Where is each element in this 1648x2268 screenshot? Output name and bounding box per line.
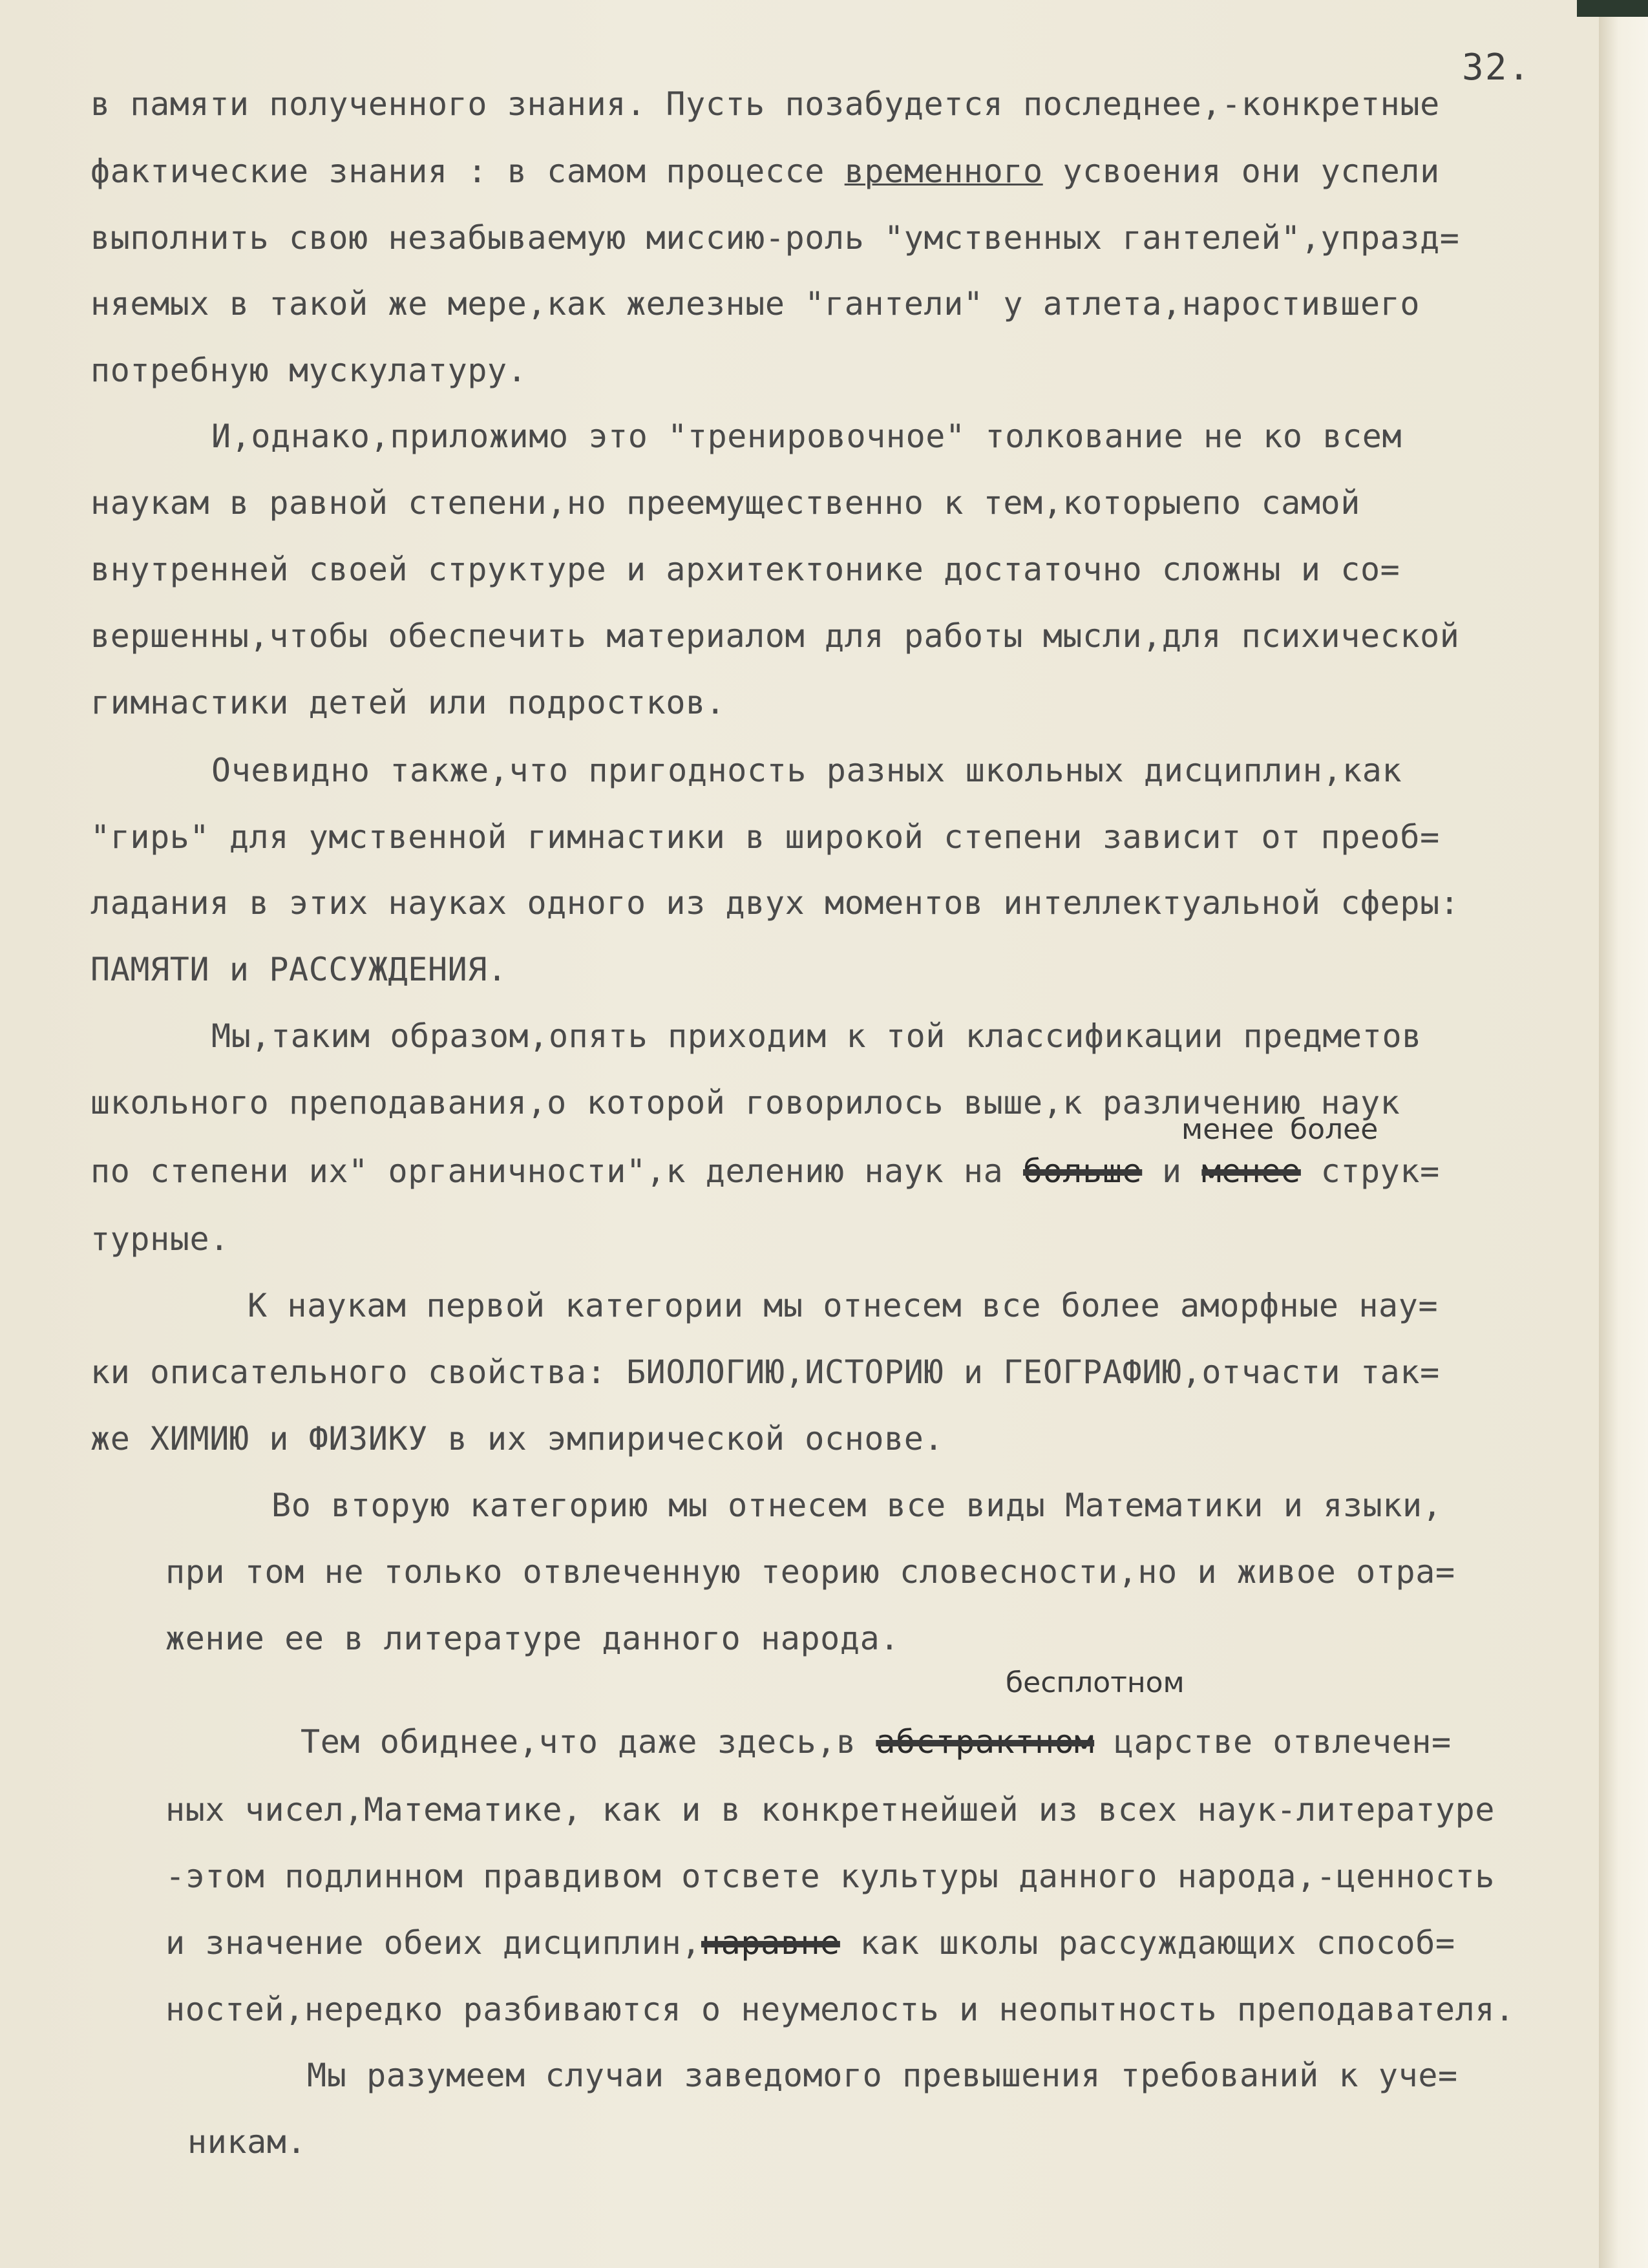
struck-word: больше: [1023, 1152, 1143, 1190]
text-line: турные.: [90, 1220, 229, 1258]
text-line: ки описательного свойства: БИОЛОГИЮ,ИСТОРИЮ и ГЕОГРАФИЮ,отчасти так=: [90, 1353, 1440, 1391]
text-line: ПАМЯТИ и РАССУЖДЕНИЯ.: [90, 951, 507, 988]
text-line: -этом подлинном правдивом отсвете культуры данного народа,-ценность: [165, 1858, 1495, 1895]
text-line: потребную мускулатуру.: [90, 352, 527, 389]
text-line: Мы разумеем случаи заведомого превышения требований к уче=: [307, 2057, 1458, 2094]
text-line: няемых в такой же мере,как железные "гантели" у атлета,наростившего: [90, 285, 1421, 323]
text-line: Тем обиднее,что даже здесь,в абстрактном царстве отвлечен=: [301, 1723, 1452, 1761]
struck-word: наравне: [701, 1924, 840, 1962]
page-number: 32.: [1462, 47, 1532, 89]
text-line: при том не только отвлеченную теорию словесности,но и живое отра=: [165, 1553, 1455, 1591]
handwritten-insertion: бесплотном: [1006, 1666, 1185, 1699]
handwritten-insertion: менее: [1181, 1113, 1274, 1146]
text-line: гимнастики детей или подростков.: [90, 684, 726, 721]
text-line: же ХИМИЮ и ФИЗИКУ в их эмпирической основе.: [90, 1420, 944, 1457]
page-edge: [1599, 0, 1648, 2268]
text-line: никам.: [187, 2123, 307, 2161]
text-line: И,однако,приложимо это "тренировочное" толкование не ко всем: [211, 418, 1402, 455]
text-line: школьного преподавания,о которой говорилось выше,к различению наук: [90, 1084, 1400, 1121]
text-line: ных чисел,Математике, как и в конкретнейшей из всех наук-литературе: [165, 1791, 1495, 1828]
text-line: "гирь" для умственной гимнастики в широкой степени зависит от преоб=: [90, 818, 1440, 856]
struck-word: абстрактном: [876, 1723, 1095, 1761]
text-line: ладания в этих науках одного из двух моментов интеллектуальной сферы:: [90, 884, 1460, 922]
struck-word: менее: [1201, 1152, 1301, 1190]
text-line: внутренней своей структуре и архитектонике достаточно сложны и со=: [90, 551, 1400, 588]
text-line: выполнить свою незабываемую миссию-роль "умственных гантелей",упразд=: [90, 219, 1460, 257]
text-line: жение ее в литературе данного народа.: [165, 1620, 900, 1657]
text-line: Очевидно также,что пригодность разных школьных дисциплин,как: [211, 752, 1402, 789]
text-line: ностей,нередко разбиваются о неумелость и неопытность преподавателя.: [165, 1991, 1515, 2028]
text-line: в памяти полученного знания. Пусть позабудется последнее,-конкретные: [90, 85, 1440, 123]
text-line: по степени их" органичности",к делению наук на больше и менее струк=: [90, 1152, 1440, 1190]
text-line: К наукам первой категории мы отнесем все более аморфные нау=: [248, 1287, 1439, 1324]
scan-border: [1577, 0, 1648, 17]
text-line: Мы,таким образом,опять приходим к той классификации предметов: [211, 1017, 1422, 1055]
text-line: наукам в равной степени,но преемущественно к тем,которыепо самой: [90, 484, 1360, 522]
text-line: вершенны,чтобы обеспечить материалом для работы мысли,для психической: [90, 617, 1460, 655]
text-line: Во вторую категорию мы отнесем все виды Математики и языки,: [271, 1487, 1442, 1524]
text-line: фактические знания : в самом процессе временного усвоения они успели: [90, 153, 1440, 190]
text-line: и значение обеих дисциплин,наравне как школы рассуждающих способ=: [165, 1924, 1455, 1962]
handwritten-insertion: более: [1290, 1113, 1379, 1146]
